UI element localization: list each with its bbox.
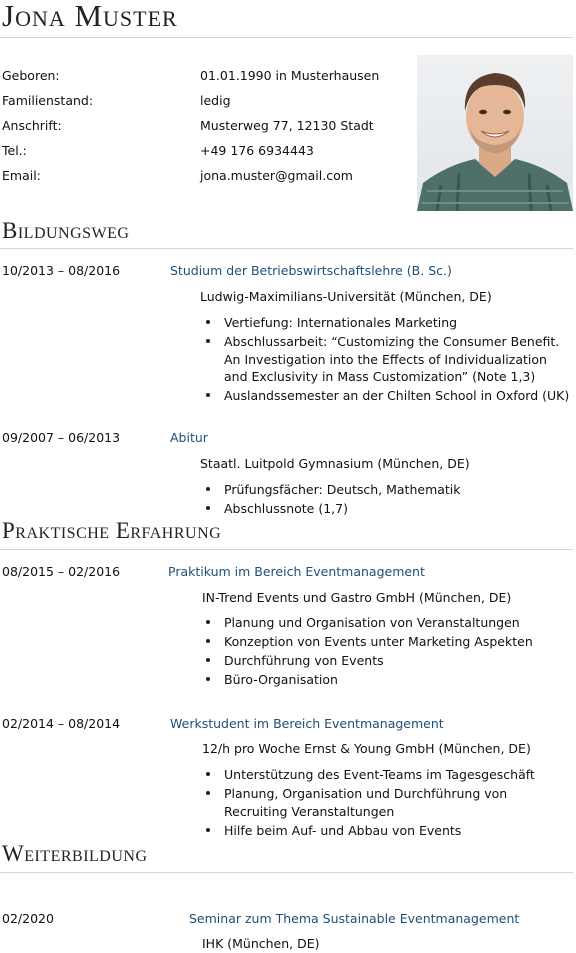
divider [0,549,573,550]
training-institution: IHK (München, DE) [202,936,320,951]
list-item: Abschlussarbeit: “Customizing the Consumer Benefit. An Investigation into the Effects of Individualization and Exclusivity in Mass Customization” (Note 1,3) [200,333,570,386]
address-value: Musterweg 77, 12130 Stadt [200,118,374,133]
experience-bullet-list [200,766,570,841]
list-item: Durchführung von Events [200,652,570,670]
marital-status-label: Familienstand: [2,93,94,108]
email-value: jona.muster@gmail.com [200,168,353,183]
education-institution: Ludwig-Maximilians-Universität (München, DE) [200,289,492,304]
list-item: Hilfe beim Auf- und Abbau von Events [200,822,570,840]
phone-value: +49 176 6934443 [200,143,314,158]
education-bullet-list [200,481,570,519]
divider [0,248,573,249]
cv-name: Jona Muster [2,0,178,33]
list-item: Abschlussnote (1,7) [200,500,570,518]
list-item: Vertiefung: Internationales Marketing [200,314,570,332]
phone-label: Tel.: [2,143,27,158]
email-label: Email: [2,168,41,183]
education-title: Abitur [170,430,208,445]
education-date: 10/2013 – 08/2016 [2,263,121,278]
list-item: Büro-Organisation [200,671,570,689]
training-date: 02/2020 [2,911,54,926]
experience-company: IN-Trend Events und Gastro GmbH (München, DE) [202,590,512,605]
list-item: Auslandssemester an der Chilten School in Oxford (UK) [200,387,570,405]
birth-label: Geboren: [2,68,60,83]
education-bullet-list [200,314,570,406]
list-item: Konzeption von Events unter Marketing Aspekten [200,633,570,651]
list-item: Planung, Organisation und Durchführung von Recruiting Veranstaltungen [200,785,570,820]
section-title-experience: Praktische Erfahrung [2,518,222,543]
experience-date: 02/2014 – 08/2014 [2,716,121,731]
birth-value: 01.01.1990 in Musterhausen [200,68,380,83]
divider [0,872,573,873]
education-title: Studium der Betriebswirtschaftslehre (B. Sc.) [170,263,452,278]
experience-bullet-list [200,614,570,690]
education-institution: Staatl. Luitpold Gymnasium (München, DE) [200,456,470,471]
education-date: 09/2007 – 06/2013 [2,430,121,445]
experience-title: Praktikum im Bereich Eventmanagement [168,564,425,579]
experience-date: 08/2015 – 02/2016 [2,564,121,579]
list-item: Planung und Organisation von Veranstaltungen [200,614,570,632]
list-item: Prüfungsfächer: Deutsch, Mathematik [200,481,570,499]
divider [0,37,573,38]
profile-photo [417,55,573,211]
list-item: Unterstützung des Event-Teams im Tagesgeschäft [200,766,570,784]
experience-company: 12/h pro Woche Ernst & Young GmbH (München, DE) [202,741,531,756]
marital-status-value: ledig [200,93,231,108]
section-title-training: Weiterbildung [2,841,148,866]
section-title-education: Bildungsweg [2,218,130,243]
address-label: Anschrift: [2,118,62,133]
experience-title: Werkstudent im Bereich Eventmanagement [170,716,444,731]
person-portrait-icon [417,55,573,211]
training-title: Seminar zum Thema Sustainable Eventmanagement [189,911,520,926]
